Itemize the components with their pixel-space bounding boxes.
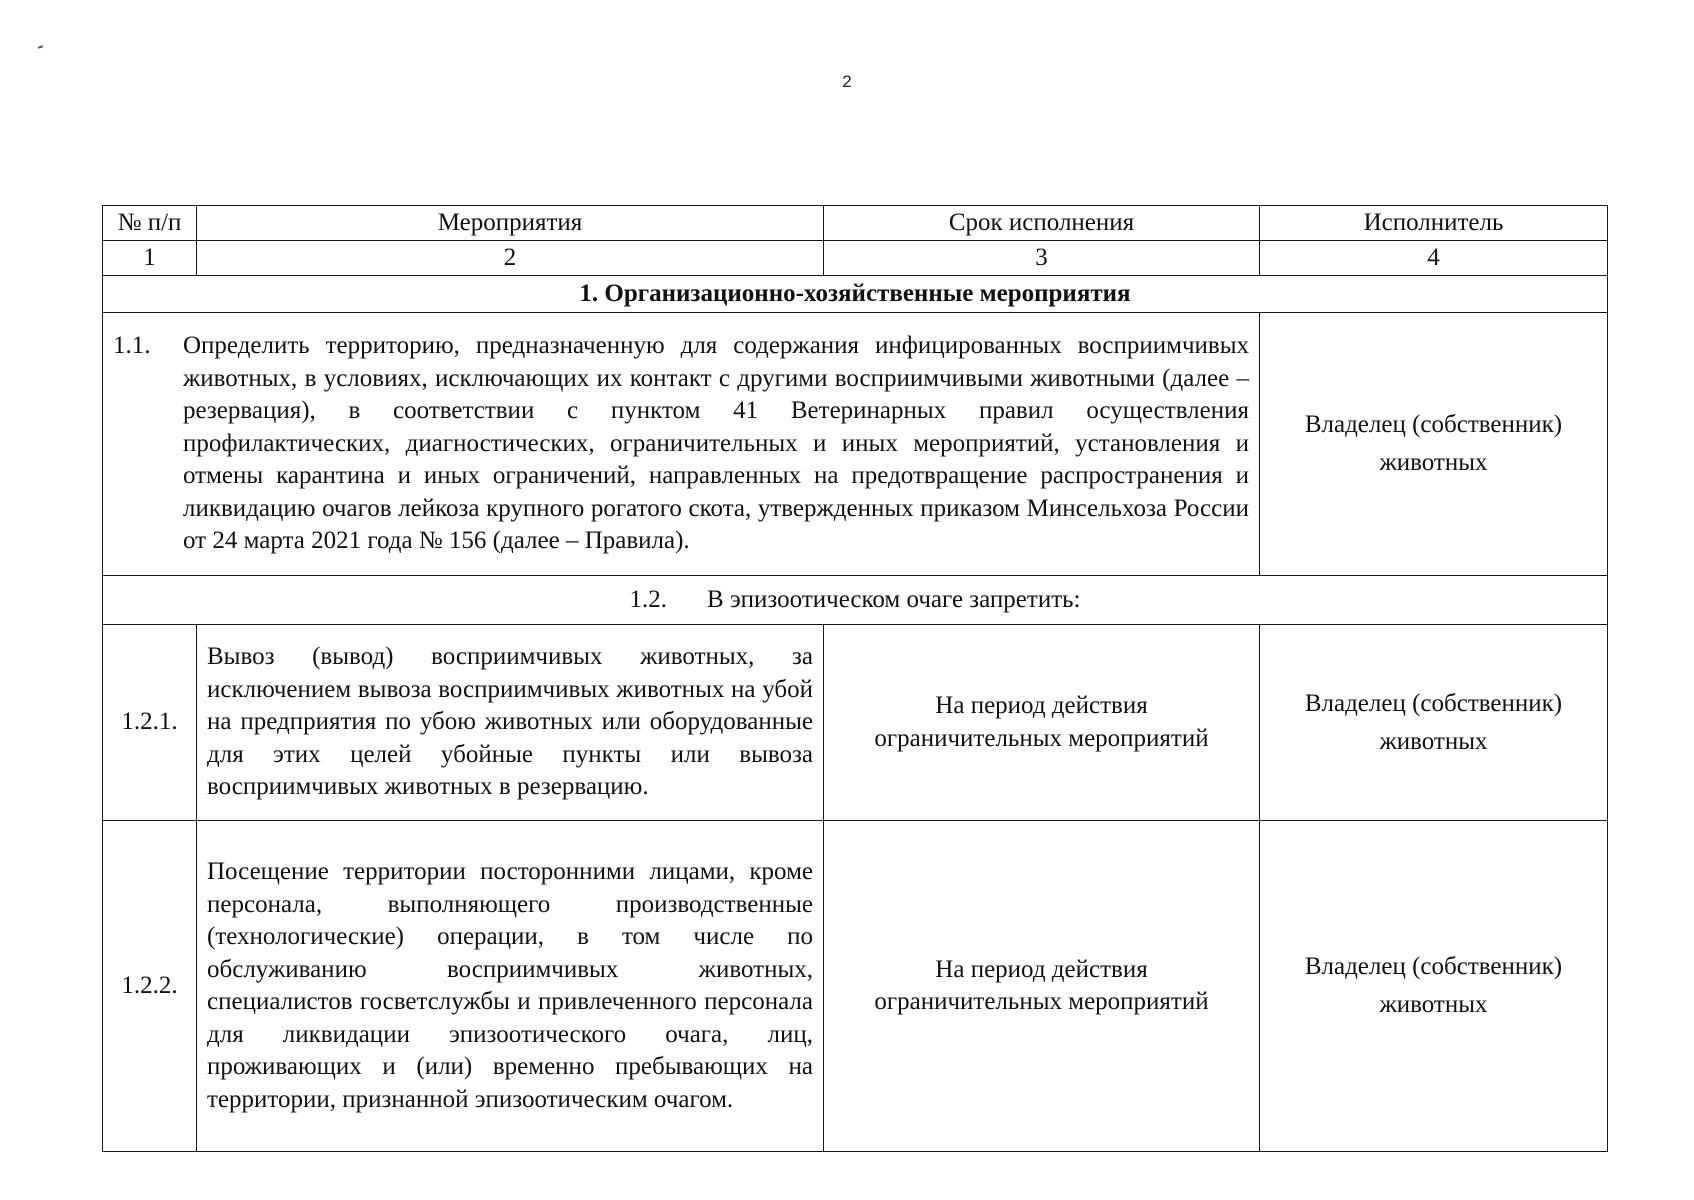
period-line: На период действия — [935, 955, 1148, 983]
table-row-1-1 — [103, 313, 1608, 576]
header-row — [103, 206, 1608, 241]
period-line: На период действия — [935, 692, 1148, 719]
executor-line: Владелец (собственник) — [1304, 953, 1563, 980]
item-number: 1.1. — [113, 332, 151, 360]
header-executor: Исполнитель — [1260, 206, 1608, 241]
scan-artifact — [38, 45, 43, 49]
subsection-number: 1.2. — [629, 585, 668, 613]
executor-cell — [1260, 821, 1608, 1152]
header-num: № п/п — [103, 206, 197, 241]
column-number: 3 — [824, 241, 1260, 276]
executor-cell — [1260, 625, 1608, 821]
column-number: 2 — [197, 241, 824, 276]
header-deadline: Срок исполнения — [824, 206, 1260, 241]
section-title: 1. Организационно-хозяйственные мероприятия — [103, 276, 1608, 313]
subsection-cell — [103, 576, 1608, 625]
column-number: 4 — [1260, 241, 1608, 276]
item-number: 1.2.1. — [103, 625, 197, 821]
item-content — [113, 330, 1249, 558]
executor-cell — [1260, 313, 1608, 576]
column-number: 1 — [103, 241, 197, 276]
executor-line: животных — [1379, 727, 1488, 755]
period-line: ограничительных мероприятий — [874, 988, 1209, 1015]
period-line: ограничительных мероприятий — [874, 724, 1209, 752]
item-number: 1.2.2. — [103, 821, 197, 1152]
period-cell — [824, 821, 1260, 1152]
period-cell — [824, 625, 1260, 821]
subsection-row — [103, 576, 1608, 625]
table-row-1-2-2 — [103, 821, 1608, 1152]
header-measures: Мероприятия — [197, 206, 824, 241]
item-text: Вывоз (вывод) восприимчивых животных, за исключением вывоза восприимчивых животных на убой на предприятия по убою животных или оборудованные для этих целей убойные пункты или вывоза восприимчивых животных в резервацию. — [197, 625, 824, 821]
measures-table — [102, 205, 1608, 1152]
subsection-title: В эпизоотическом очаге запретить: — [707, 585, 1081, 613]
section-row — [103, 276, 1608, 313]
executor-line: Владелец (собственник) — [1304, 689, 1563, 717]
page-number: 2 — [842, 72, 852, 91]
executor-line: животных — [1379, 449, 1488, 476]
executor-line: Владелец (собственник) — [1304, 411, 1563, 438]
table-row-1-2-1 — [103, 625, 1608, 821]
item-text: Посещение территории посторонними лицами, кроме персонала, выполняющего производственные (технологические) операции, в том числе по обслуживанию восприимчивых животных, специалистов госветслужбы и привлеченного персонала для ликвидации эпизоотического очага, лиц, проживающих и (или) временно пребывающих на территории, признанной эпизоотическим очагом. — [197, 821, 824, 1152]
executor-line: животных — [1379, 991, 1488, 1018]
column-number-row — [103, 241, 1608, 276]
item-text: Определить территорию, предназначенную для содержания инфицированных восприимчивых животных, в условиях, исключающих их контакт с другими восприимчивыми животными (далее – резервация), в соответствии с пунктом 41 Ветеринарных правил осуществления профилактических, диагностических, ограничительных и иных мероприятий, установления и отмены карантина и иных ограничений, направленных на предотвращение распространения и ликвидацию очагов лейкоза крупного рогатого скота, утвержденных приказом Минсельхоза России от 24 марта 2021 года № 156 (далее – Правила). — [183, 332, 1249, 555]
item-cell — [103, 313, 1260, 576]
